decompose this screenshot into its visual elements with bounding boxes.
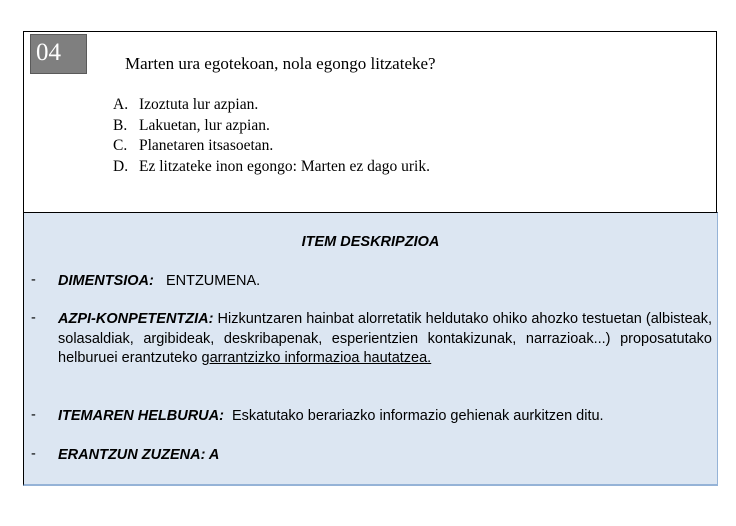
- description-title: ITEM DESKRIPZIOA: [301, 234, 440, 250]
- option-d: [113, 157, 430, 178]
- goal-value: Eskatutako berariazko informazio gehienak aurkitzen ditu.: [232, 408, 604, 424]
- answer-options: [113, 95, 430, 177]
- option-d-letter: D.: [113, 157, 129, 175]
- option-a: [113, 95, 430, 116]
- option-c-text: Planetaren itsasoetan.: [139, 137, 274, 154]
- option-d-text: Ez litzateke inon egongo: Marten ez dago urik.: [139, 157, 430, 175]
- dimension-item: [31, 272, 712, 292]
- option-b-text: Lakuetan, lur azpian.: [139, 116, 270, 134]
- option-c: [113, 136, 430, 157]
- option-b: [113, 116, 430, 137]
- bullet: -: [31, 407, 36, 423]
- question-box: [23, 31, 717, 212]
- bullet: -: [31, 310, 36, 326]
- option-a-text: Izoztuta lur azpian.: [139, 96, 259, 113]
- competence-item: [31, 310, 712, 369]
- correct-answer-label: ERANTZUN ZUZENA: A: [58, 447, 220, 463]
- bullet: -: [31, 446, 36, 462]
- answer-item: [31, 446, 712, 466]
- option-b-letter: B.: [113, 116, 128, 134]
- competence-text: Hizkuntzaren hainbat alorretatik heldutako ohiko ahozko testuetan (albisteak, solasaldiak, argibideak, deskribapenak, esperientzien kontakizunak, narrazioak...) proposatutako helburuei erantzuteko: [58, 311, 712, 367]
- question-text: Marten ura egotekoan, nola egongo litzateke?: [125, 54, 436, 73]
- option-c-letter: C.: [113, 137, 128, 154]
- goal-item: [31, 407, 712, 427]
- bullet: -: [31, 272, 36, 288]
- item-description-box: [23, 212, 718, 486]
- dimension-label: DIMENTSIOA:: [58, 273, 154, 289]
- dimension-value: ENTZUMENA.: [165, 273, 261, 289]
- question-number-badge: 04: [30, 34, 87, 74]
- goal-label: ITEMAREN HELBURUA:: [58, 408, 224, 424]
- option-a-letter: A.: [113, 96, 129, 113]
- competence-label: AZPI-KONPETENTZIA:: [58, 311, 214, 327]
- competence-underlined-text: garrantzizko informazioa hautatzea.: [201, 350, 432, 367]
